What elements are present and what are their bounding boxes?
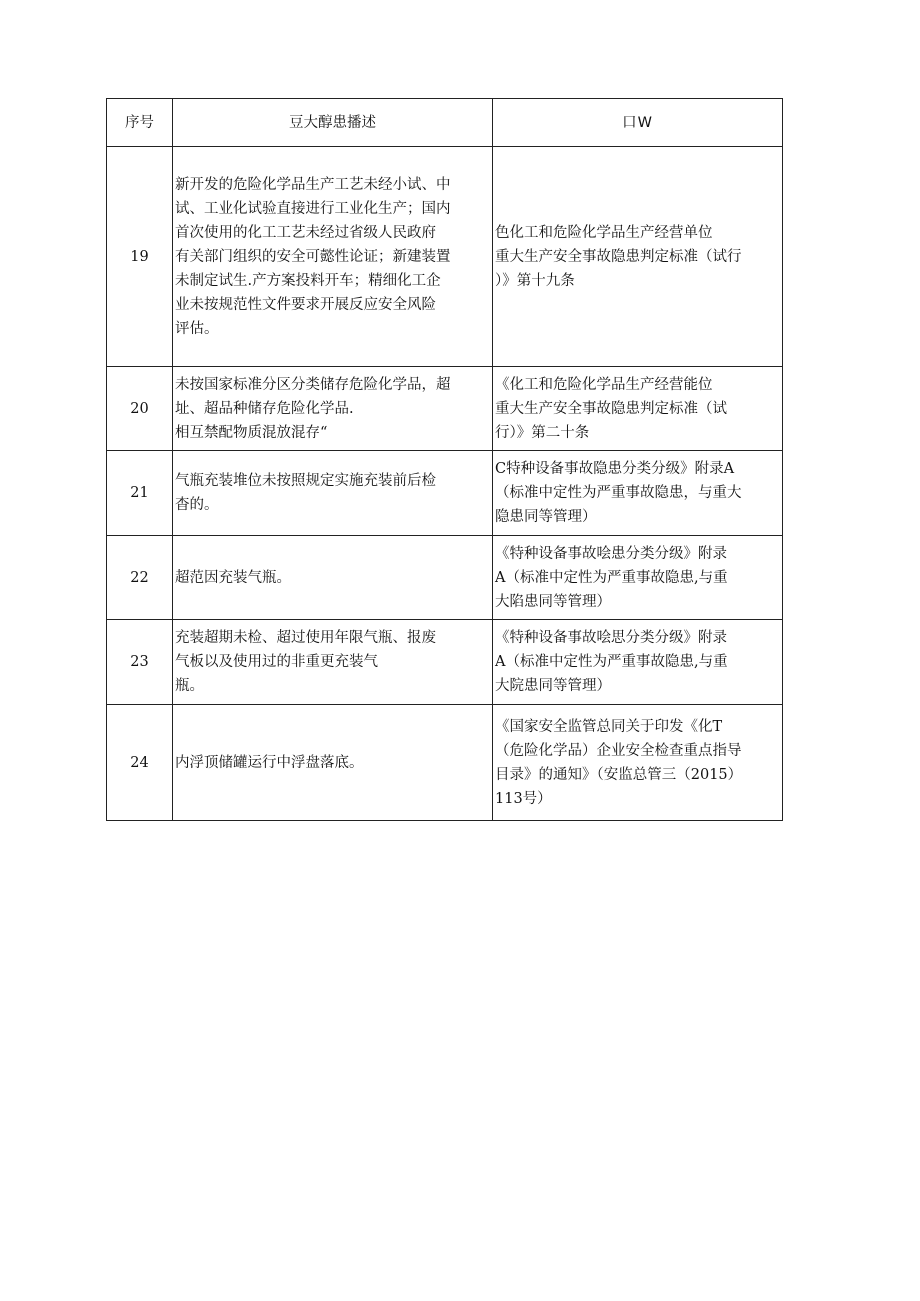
row-basis: 《化工和危险化学品生产经营能位 重大生产安全事故隐患判定标准（试 行）》第二十条 (493, 367, 783, 451)
row-number: 23 (107, 620, 173, 705)
row-basis: C特种设备事故隐患分类分级》附录A （标准中定性为严重事故隐患，与重大 隐患同等管理） (493, 451, 783, 536)
row-number: 20 (107, 367, 173, 451)
row-number: 19 (107, 147, 173, 367)
hazard-table (106, 98, 783, 821)
table-row (107, 620, 783, 705)
row-basis: 色化工和危险化学品生产经营单位 重大生产安全事故隐患判定标准（试行 ）》第十九条 (493, 147, 783, 367)
row-description: 未按国家标准分区分类储存危险化学品，超 址、超品种储存危险化学品. 相互禁配物质混放混存“ (173, 367, 493, 451)
header-basis: 口W (493, 99, 783, 147)
row-description: 气瓶充装堆位未按照规定实施充装前后检 杳的。 (173, 451, 493, 536)
header-description: 豆大醇患播述 (173, 99, 493, 147)
table-header-row (107, 99, 783, 147)
header-number: 序号 (107, 99, 173, 147)
table-row (107, 451, 783, 536)
table-row (107, 536, 783, 620)
row-description: 充装超期未检、超过使用年限气瓶、报废 气板以及使用过的非重更充装气 瓶。 (173, 620, 493, 705)
row-number: 21 (107, 451, 173, 536)
table-row (107, 367, 783, 451)
row-number: 24 (107, 705, 173, 821)
row-number: 22 (107, 536, 173, 620)
row-description: 超范因充装气瓶。 (173, 536, 493, 620)
row-description: 内浮顶储罐运行中浮盘落底。 (173, 705, 493, 821)
row-basis: 《特种设备事故哙患分类分级》附录 A（标准中定性为严重事故隐患,与重 大陷患同等管理） (493, 536, 783, 620)
row-description: 新开发的危险化学品生产工艺未经小试、中 试、工业化试验直接进行工业化生产；国内 首次使用的化工工艺未经过省级人民政府 有关部门组织的安全可懿性论证；新建装置 未制定试生.产方案投料开车；精细化工企 业未按规范性文件要求开展反应安全风险 评估。 (173, 147, 493, 367)
row-basis: 《国家安全监管总同关于印发《化T （危险化学品）企业安全检查重点指导 目录》的通知》（安监总管三（2015） 113号） (493, 705, 783, 821)
table-row (107, 705, 783, 821)
table-row (107, 147, 783, 367)
row-basis: 《特种设备事故哙思分类分级》附录 A（标准中定性为严重事故隐患,与重 大院患同等管理） (493, 620, 783, 705)
